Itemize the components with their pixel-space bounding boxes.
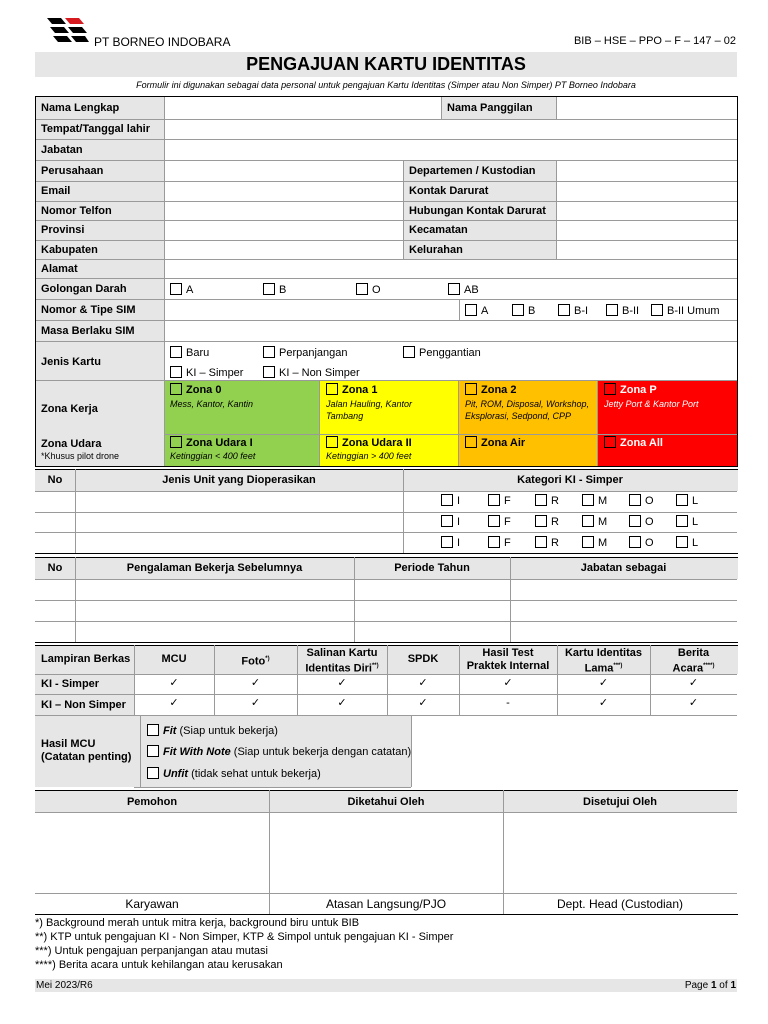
checkbox[interactable] [170, 436, 182, 448]
lampiran-mark: ✓ [169, 677, 179, 689]
kartu-option-ki-non-simper[interactable]: KI – Non Simper [263, 366, 360, 380]
kartu-option-perpanjangan[interactable]: Perpanjangan [263, 346, 348, 360]
checkbox[interactable] [676, 494, 688, 506]
mcu-option-unfit[interactable]: Unfit (tidak sehat untuk bekerja) [147, 767, 321, 781]
zona-all-option[interactable]: Zona All [604, 436, 663, 450]
lampiran-mark: ✓ [337, 697, 347, 709]
checkbox[interactable] [147, 724, 159, 736]
kartu-option-baru[interactable]: Baru [170, 346, 209, 360]
sign-col-disetujui: Disetujui Oleh [583, 796, 657, 808]
label-masa-berlaku: Masa Berlaku SIM [41, 325, 135, 337]
zona-udara-2-option[interactable]: Zona Udara II [326, 436, 412, 450]
lampiran-mark: ✓ [169, 697, 179, 709]
kategori-option-o[interactable]: O [629, 515, 654, 529]
sim-option-b-i[interactable]: B-I [558, 304, 588, 318]
company-name: PT BORNEO INDOBARA [94, 35, 231, 49]
lampiran-col-kartu-lama: Kartu Identitas Lama***) [564, 647, 642, 675]
kategori-option-f[interactable]: F [488, 494, 511, 508]
label-nama-panggilan: Nama Panggilan [447, 102, 533, 114]
lampiran-col-foto: Foto*) [241, 655, 270, 668]
document-code: BIB – HSE – PPO – F – 147 – 02 [573, 35, 736, 47]
note-1: *) Background merah untuk mitra kerja, background biru untuk BIB [35, 917, 360, 929]
sim-option-b[interactable]: B [512, 304, 535, 318]
checkbox[interactable] [629, 494, 641, 506]
lampiran-mark: ✓ [598, 697, 609, 709]
label-jenis-kartu: Jenis Kartu [41, 356, 101, 368]
kategori-option-i[interactable]: I [441, 515, 460, 529]
zona-1-desc: Jalan Hauling, Kantor Tambang [326, 399, 413, 421]
zona-2-option[interactable]: Zona 2 [465, 383, 516, 397]
lampiran-mark: ✓ [337, 677, 347, 689]
kartu-option-penggantian[interactable]: Penggantian [403, 346, 481, 360]
lampiran-col-hasil: Hasil Test Praktek Internal [466, 647, 550, 672]
footer-revision: Mei 2023/R6 [36, 980, 93, 991]
checkbox[interactable] [606, 304, 618, 316]
kategori-option-f[interactable]: F [488, 536, 511, 550]
zona-p-option[interactable]: Zona P [604, 383, 657, 397]
pengalaman-col-pengalaman: Pengalaman Bekerja Sebelumnya [126, 562, 303, 574]
lampiran-mark: ✓ [688, 677, 699, 689]
blood-option-b[interactable]: B [263, 283, 286, 297]
kategori-option-m[interactable]: M [582, 515, 607, 529]
checkbox[interactable] [465, 304, 477, 316]
kategori-option-l[interactable]: L [676, 494, 698, 508]
kategori-option-r[interactable]: R [535, 515, 559, 529]
label-nomor-tipe-sim: Nomor & Tipe SIM [41, 304, 136, 316]
label-departemen: Departemen / Kustodian [409, 165, 536, 177]
lampiran-mark: ✓ [598, 677, 609, 689]
checkbox[interactable] [582, 536, 594, 548]
zona-udara-note: *Khusus pilot drone [41, 451, 120, 461]
checkbox[interactable] [465, 436, 477, 448]
label-jabatan: Jabatan [41, 144, 83, 156]
zona-0-option[interactable]: Zona 0 [170, 383, 221, 397]
checkbox[interactable] [356, 283, 368, 295]
sign-karyawan: Karyawan [125, 897, 179, 911]
mcu-option-fit[interactable]: Fit (Siap untuk bekerja) [147, 724, 278, 738]
label-zona-udara: Zona Udara [41, 438, 102, 450]
kartu-option-ki-simper[interactable]: KI – Simper [170, 366, 243, 380]
label-kecamatan: Kecamatan [409, 224, 468, 236]
checkbox[interactable] [558, 304, 570, 316]
blood-option-o[interactable]: O [356, 283, 381, 297]
checkbox[interactable] [170, 283, 182, 295]
label-golongan-darah: Golongan Darah [41, 283, 127, 295]
lampiran-mark: ✓ [688, 697, 699, 709]
checkbox[interactable] [582, 494, 594, 506]
label-perusahaan: Perusahaan [41, 165, 104, 177]
unit-col-kategori: Kategori KI - Simper [517, 474, 623, 486]
sim-option-b-ii-umum[interactable]: B-II Umum [651, 304, 720, 318]
checkbox[interactable] [326, 436, 338, 448]
checkbox[interactable] [263, 346, 275, 358]
checkbox[interactable] [604, 436, 616, 448]
lampiran-mark: ✓ [418, 697, 428, 709]
kategori-option-l[interactable]: L [676, 536, 698, 550]
kategori-option-i[interactable]: I [441, 536, 460, 550]
label-kontak-darurat: Kontak Darurat [409, 185, 489, 197]
kategori-option-m[interactable]: M [582, 536, 607, 550]
checkbox[interactable] [629, 515, 641, 527]
checkbox[interactable] [676, 515, 688, 527]
zona-1-option[interactable]: Zona 1 [326, 383, 377, 397]
label-hubungan-kontak: Hubungan Kontak Darurat [409, 205, 546, 217]
checkbox[interactable] [512, 304, 524, 316]
checkbox[interactable] [441, 536, 453, 548]
zona-0-desc: Mess, Kantor, Kantin [170, 399, 254, 409]
checkbox[interactable] [170, 383, 182, 395]
pengalaman-col-periode: Periode Tahun [394, 562, 470, 574]
footer-page: Page 1 of 1 [684, 980, 736, 991]
lampiran-col-berita: Berita Acara****) [672, 647, 715, 675]
blood-option-a[interactable]: A [170, 283, 193, 297]
checkbox[interactable] [651, 304, 663, 316]
zona-p-desc: Jetty Port & Kantor Port [604, 399, 699, 409]
checkbox[interactable] [448, 283, 460, 295]
lampiran-mark: ✓ [250, 697, 261, 709]
label-zona-kerja: Zona Kerja [41, 403, 98, 415]
checkbox[interactable] [326, 383, 338, 395]
kategori-option-o[interactable]: O [629, 494, 654, 508]
checkbox[interactable] [403, 346, 415, 358]
label-alamat: Alamat [41, 263, 78, 275]
kategori-option-l[interactable]: L [676, 515, 698, 529]
lampiran-row-ki-non-simper: KI – Non Simper [41, 699, 126, 711]
zona-udara-1-desc: Ketinggian < 400 feet [170, 451, 256, 461]
checkbox[interactable] [147, 745, 159, 757]
checkbox[interactable] [170, 346, 182, 358]
label-nomor-telfon: Nomor Telfon [41, 205, 112, 217]
pengalaman-col-jabatan: Jabatan sebagai [580, 562, 667, 574]
sim-option-b-ii[interactable]: B-II [606, 304, 639, 318]
footer-bar [35, 979, 737, 992]
checkbox[interactable] [441, 515, 453, 527]
lampiran-mark: - [506, 697, 510, 709]
label-kelurahan: Kelurahan [409, 244, 463, 256]
zona-2-desc: Pit, ROM, Disposal, Workshop, Eksplorasi, Sedpond, CPP [465, 399, 590, 421]
note-2: **) KTP untuk pengajuan KI - Non Simper, KTP & Simpol untuk pengajuan KI - Simper [35, 931, 454, 943]
unit-col-jenis: Jenis Unit yang Dioperasikan [162, 474, 316, 486]
checkbox[interactable] [263, 283, 275, 295]
hasil-mcu-label: Hasil MCU (Catatan penting) [41, 738, 132, 763]
lampiran-mark: ✓ [418, 677, 428, 689]
checkbox[interactable] [676, 536, 688, 548]
label-provinsi: Provinsi [41, 224, 85, 236]
kategori-option-m[interactable]: M [582, 494, 607, 508]
zona-udara-1-option[interactable]: Zona Udara I [170, 436, 253, 450]
lampiran-col-spdk: SPDK [407, 653, 439, 665]
kategori-option-r[interactable]: R [535, 536, 559, 550]
zona-udara-2-desc: Ketinggian > 400 feet [326, 451, 412, 461]
checkbox[interactable] [535, 515, 547, 527]
lampiran-mark: ✓ [250, 677, 261, 689]
sign-col-pemohon: Pemohon [126, 796, 178, 808]
note-3: ***) Untuk pengajuan perpanjangan atau mutasi [35, 945, 268, 957]
sign-dept-head: Dept. Head (Custodian) [556, 897, 684, 911]
checkbox[interactable] [170, 366, 182, 378]
sign-col-diketahui: Diketahui Oleh [347, 796, 425, 808]
checkbox[interactable] [604, 383, 616, 395]
page-title: PENGAJUAN KARTU IDENTITAS [246, 54, 526, 74]
label-kabupaten: Kabupaten [41, 244, 98, 256]
sim-option-a[interactable]: A [465, 304, 488, 318]
lampiran-mark: ✓ [503, 677, 513, 689]
lampiran-col-salinan: Salinan Kartu Identitas Diri**) [305, 647, 379, 675]
lampiran-label: Lampiran Berkas [41, 653, 131, 665]
zona-air-option[interactable]: Zona Air [465, 436, 525, 450]
mcu-option-fit-with-note[interactable]: Fit With Note (Siap untuk bekerja dengan catatan) [147, 745, 411, 759]
note-4: ****) Berita acara untuk kehilangan atau kerusakan [35, 959, 283, 971]
lampiran-row-ki-simper: KI - Simper [41, 678, 100, 690]
kategori-option-f[interactable]: F [488, 515, 511, 529]
label-nama-lengkap: Nama Lengkap [41, 102, 120, 114]
checkbox[interactable] [535, 536, 547, 548]
checkbox[interactable] [441, 494, 453, 506]
checkbox[interactable] [465, 383, 477, 395]
label-ttl: Tempat/Tanggal lahir [41, 123, 150, 135]
checkbox[interactable] [629, 536, 641, 548]
pengalaman-col-no: No [47, 562, 63, 574]
checkbox[interactable] [535, 494, 547, 506]
checkbox[interactable] [488, 536, 500, 548]
kategori-option-o[interactable]: O [629, 536, 654, 550]
label-email: Email [41, 185, 71, 197]
checkbox[interactable] [263, 366, 275, 378]
sign-atasan: Atasan Langsung/PJO [325, 897, 447, 911]
unit-col-no: No [47, 474, 63, 486]
blood-option-ab[interactable]: AB [448, 283, 479, 297]
kategori-option-r[interactable]: R [535, 494, 559, 508]
checkbox[interactable] [488, 515, 500, 527]
kategori-option-i[interactable]: I [441, 494, 460, 508]
checkbox[interactable] [488, 494, 500, 506]
checkbox[interactable] [582, 515, 594, 527]
company-logo [47, 18, 89, 46]
form-subtitle: Formulir ini digunakan sebagai data personal untuk pengajuan Kartu Identitas (Simper atau Non Simper) PT Borneo Indobara [136, 80, 636, 90]
lampiran-col-mcu: MCU [161, 653, 187, 665]
checkbox[interactable] [147, 767, 159, 779]
